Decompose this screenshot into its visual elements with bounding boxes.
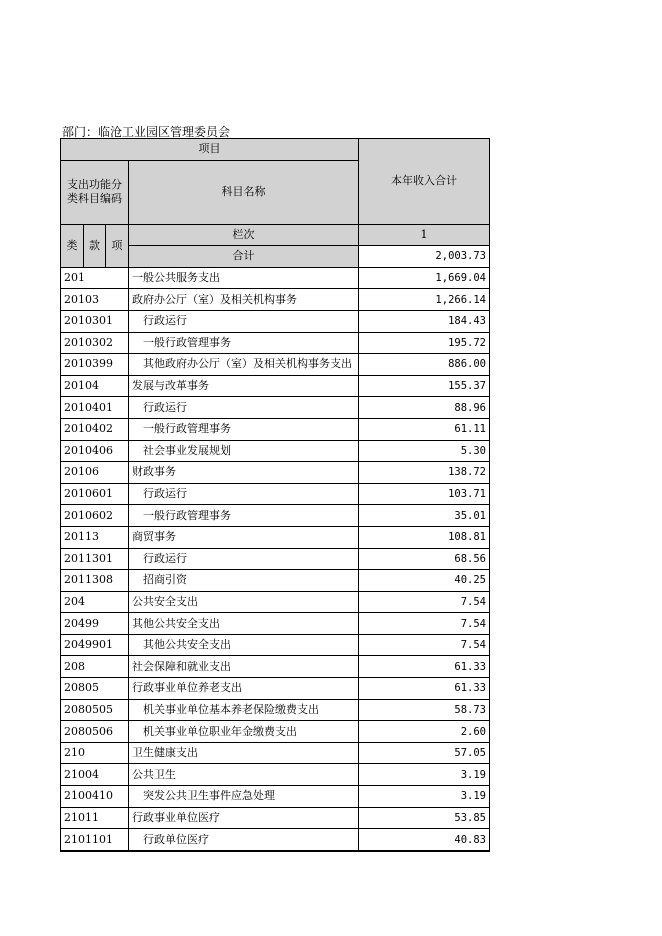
row-value: 61.33 bbox=[359, 678, 490, 700]
row-subject-name: 行政运行 bbox=[129, 310, 359, 332]
header-lanci: 栏次 bbox=[129, 224, 359, 246]
row-subject-name: 行政事业单位医疗 bbox=[129, 807, 359, 829]
row-value: 1,266.14 bbox=[359, 289, 490, 311]
row-value: 35.01 bbox=[359, 505, 490, 527]
table-row bbox=[61, 656, 490, 678]
row-value: 40.25 bbox=[359, 570, 490, 592]
table-row bbox=[61, 742, 490, 764]
row-value: 138.72 bbox=[359, 462, 490, 484]
row-value: 7.54 bbox=[359, 613, 490, 635]
row-code: 210 bbox=[61, 742, 129, 764]
row-code: 2011308 bbox=[61, 570, 129, 592]
row-code: 21011 bbox=[61, 807, 129, 829]
row-value: 68.56 bbox=[359, 548, 490, 570]
row-subject-name: 财政事务 bbox=[129, 462, 359, 484]
row-value: 3.19 bbox=[359, 764, 490, 786]
row-subject-name: 行政运行 bbox=[129, 397, 359, 419]
row-code: 208 bbox=[61, 656, 129, 678]
row-code: 21004 bbox=[61, 764, 129, 786]
row-value: 57.05 bbox=[359, 742, 490, 764]
table-row bbox=[61, 764, 490, 786]
row-subject-name: 卫生健康支出 bbox=[129, 742, 359, 764]
table-row bbox=[61, 829, 490, 851]
row-code: 2080505 bbox=[61, 699, 129, 721]
row-value: 155.37 bbox=[359, 375, 490, 397]
header-col-lei: 类 bbox=[61, 224, 84, 267]
table-row bbox=[61, 591, 490, 613]
row-code: 20113 bbox=[61, 526, 129, 548]
table-row bbox=[61, 462, 490, 484]
row-subject-name: 行政事业单位养老支出 bbox=[129, 678, 359, 700]
table-row bbox=[61, 310, 490, 332]
table-row bbox=[61, 699, 490, 721]
row-subject-name: 其他政府办公厅（室）及相关机构事务支出 bbox=[129, 354, 359, 376]
table-row bbox=[61, 634, 490, 656]
header-lanci-number: 1 bbox=[359, 224, 490, 246]
table-row bbox=[61, 505, 490, 527]
row-value: 61.33 bbox=[359, 656, 490, 678]
row-subject-name: 突发公共卫生事件应急处理 bbox=[129, 786, 359, 808]
header-col-kuan: 款 bbox=[84, 224, 106, 267]
row-subject-name: 发展与改革事务 bbox=[129, 375, 359, 397]
header-subject-name: 科目名称 bbox=[129, 160, 359, 224]
table-row bbox=[61, 678, 490, 700]
row-value: 886.00 bbox=[359, 354, 490, 376]
table-row bbox=[61, 613, 490, 635]
table-row bbox=[61, 354, 490, 376]
row-subject-name: 机关事业单位职业年金缴费支出 bbox=[129, 721, 359, 743]
row-code: 2010302 bbox=[61, 332, 129, 354]
row-code: 20104 bbox=[61, 375, 129, 397]
row-code: 2101101 bbox=[61, 829, 129, 851]
row-code: 2010402 bbox=[61, 418, 129, 440]
row-value: 88.96 bbox=[359, 397, 490, 419]
header-project: 项目 bbox=[61, 139, 359, 161]
table-row bbox=[61, 418, 490, 440]
row-code: 2049901 bbox=[61, 634, 129, 656]
table-row bbox=[61, 267, 490, 289]
row-value: 58.73 bbox=[359, 699, 490, 721]
row-subject-name: 机关事业单位基本养老保险缴费支出 bbox=[129, 699, 359, 721]
table-row bbox=[61, 440, 490, 462]
row-code: 2011301 bbox=[61, 548, 129, 570]
table-row bbox=[61, 483, 490, 505]
row-subject-name: 招商引资 bbox=[129, 570, 359, 592]
table-row bbox=[61, 786, 490, 808]
row-subject-name: 公共安全支出 bbox=[129, 591, 359, 613]
header-col-xiang: 项 bbox=[106, 224, 129, 267]
row-value: 1,669.04 bbox=[359, 267, 490, 289]
row-code: 2010406 bbox=[61, 440, 129, 462]
table-row bbox=[61, 332, 490, 354]
row-code: 20499 bbox=[61, 613, 129, 635]
row-value: 7.54 bbox=[359, 634, 490, 656]
row-subject-name: 行政单位医疗 bbox=[129, 829, 359, 851]
row-value: 5.30 bbox=[359, 440, 490, 462]
row-value: 61.11 bbox=[359, 418, 490, 440]
table-row bbox=[61, 289, 490, 311]
row-subject-name: 一般行政管理事务 bbox=[129, 418, 359, 440]
header-func-code: 支出功能分类科目编码 bbox=[61, 160, 129, 224]
row-subject-name: 社会事业发展规划 bbox=[129, 440, 359, 462]
table-row bbox=[61, 548, 490, 570]
row-value: 40.83 bbox=[359, 829, 490, 851]
row-code: 20805 bbox=[61, 678, 129, 700]
row-value: 195.72 bbox=[359, 332, 490, 354]
table-row bbox=[61, 526, 490, 548]
row-subject-name: 一般行政管理事务 bbox=[129, 505, 359, 527]
row-subject-name: 社会保障和就业支出 bbox=[129, 656, 359, 678]
row-value: 103.71 bbox=[359, 483, 490, 505]
table-row bbox=[61, 375, 490, 397]
row-subject-name: 公共卫生 bbox=[129, 764, 359, 786]
total-value: 2,003.73 bbox=[359, 246, 490, 268]
department-label: 部门：临沧工业园区管理委员会 bbox=[62, 125, 231, 139]
row-code: 20106 bbox=[61, 462, 129, 484]
row-code: 2010601 bbox=[61, 483, 129, 505]
row-value: 2.60 bbox=[359, 721, 490, 743]
table-row bbox=[61, 721, 490, 743]
row-subject-name: 一般公共服务支出 bbox=[129, 267, 359, 289]
row-code: 2100410 bbox=[61, 786, 129, 808]
row-subject-name: 其他公共安全支出 bbox=[129, 613, 359, 635]
table-row bbox=[61, 570, 490, 592]
row-value: 184.43 bbox=[359, 310, 490, 332]
row-code: 2010301 bbox=[61, 310, 129, 332]
row-value: 3.19 bbox=[359, 786, 490, 808]
row-subject-name: 一般行政管理事务 bbox=[129, 332, 359, 354]
row-code: 2010399 bbox=[61, 354, 129, 376]
budget-table bbox=[60, 138, 490, 852]
row-value: 108.81 bbox=[359, 526, 490, 548]
row-subject-name: 行政运行 bbox=[129, 483, 359, 505]
header-income-total: 本年收入合计 bbox=[359, 139, 490, 225]
row-value: 7.54 bbox=[359, 591, 490, 613]
row-code: 201 bbox=[61, 267, 129, 289]
row-subject-name: 其他公共安全支出 bbox=[129, 634, 359, 656]
table-row bbox=[61, 397, 490, 419]
row-subject-name: 行政运行 bbox=[129, 548, 359, 570]
row-code: 20103 bbox=[61, 289, 129, 311]
row-subject-name: 政府办公厅（室）及相关机构事务 bbox=[129, 289, 359, 311]
header-heji: 合计 bbox=[129, 246, 359, 268]
row-code: 2010401 bbox=[61, 397, 129, 419]
row-code: 2080506 bbox=[61, 721, 129, 743]
table-row bbox=[61, 807, 490, 829]
row-code: 2010602 bbox=[61, 505, 129, 527]
row-code: 204 bbox=[61, 591, 129, 613]
row-value: 53.85 bbox=[359, 807, 490, 829]
row-subject-name: 商贸事务 bbox=[129, 526, 359, 548]
